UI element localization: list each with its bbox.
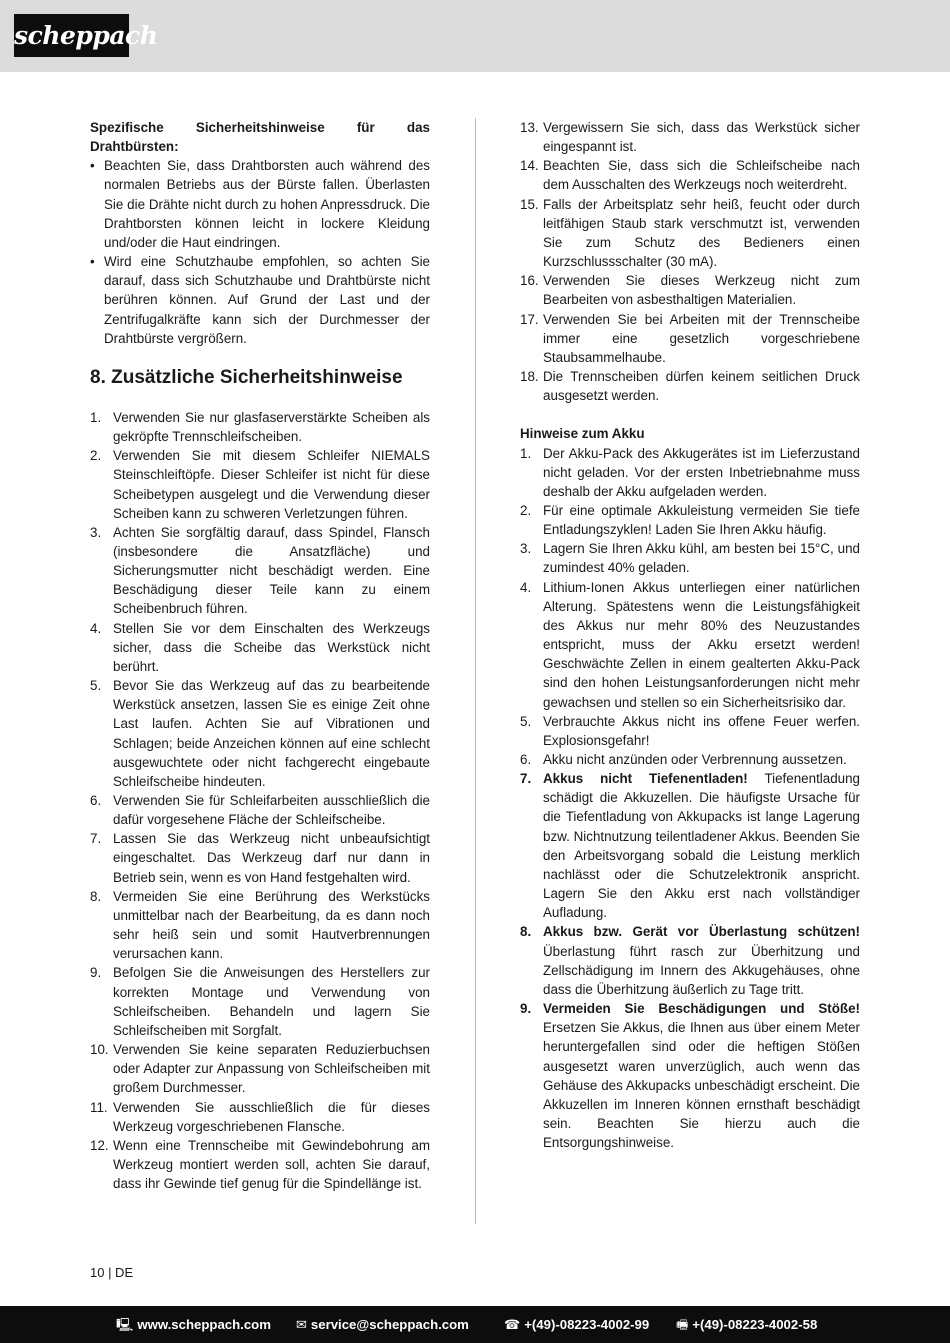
footer-phone[interactable] xyxy=(504,1306,649,1343)
list-item xyxy=(520,539,860,577)
item-text: Falls der Arbeitsplatz sehr heiß, feucht oder durch leitfähigen Staub stark verschmutzt ist, verwenden Sie zum Schutz des Bedieners einen Kurzschlussschalter (30 mA). xyxy=(543,196,860,270)
footer-web[interactable] xyxy=(116,1306,271,1343)
item-number: 7. xyxy=(520,771,532,787)
item-text: Vermeiden Sie eine Berührung des Werkstücks unmittelbar nach der Bearbeitung, da es dann noch sehr heiß sein und somit Hautverbrennungen verursachen kann. xyxy=(113,888,430,962)
phone-icon: ☎ xyxy=(504,1317,521,1332)
item-number: 4. xyxy=(520,579,532,595)
list-item xyxy=(520,922,860,999)
item-number: 2. xyxy=(520,502,532,518)
item-text: Vergewissern Sie sich, dass das Werkstück sicher eingespannt ist. xyxy=(543,120,860,155)
bullet-item xyxy=(90,252,430,348)
fax-icon: 🖷 xyxy=(676,1317,689,1332)
list-item xyxy=(520,501,860,539)
footer-email[interactable] xyxy=(296,1306,469,1343)
footer-fax-text: +(49)-08223-4002-58 xyxy=(692,1317,818,1332)
item-number: 5. xyxy=(520,713,532,729)
monitor-icon: 🖳 xyxy=(116,1317,134,1332)
item-text: Befolgen Sie die Anweisungen des Herstellers zur korrekten Montage und Verwendung von Schleifscheiben. Behandeln und lagern Sie Schleifscheiben mit Sorgfalt. xyxy=(113,965,430,1038)
list-item xyxy=(90,1098,430,1136)
list-item xyxy=(520,769,860,922)
wire-brush-heading: Spezifische Sicherheitshinweise für das Drahtbürsten: xyxy=(90,120,430,155)
column-divider xyxy=(475,118,476,1224)
item-text: Ersetzen Sie Akkus, die Ihnen aus über einem Meter heruntergefallen sind oder die heftigen Stößen ausgesetzt waren unverzüglich, auch wenn das Gehäuse des Akkupacks unbeschädigt erscheint. Die Akkuzellen im Inneren können ernsthaft beschädigt sein. Beachten Sie hierzu auch die Entsorgungshinweise. xyxy=(543,1020,860,1151)
item-text: Verbrauchte Akkus nicht ins offene Feuer werfen. Explosionsgefahr! xyxy=(543,713,860,748)
item-number: 17. xyxy=(520,311,539,327)
item-text: Verwenden Sie bei Arbeiten mit der Trennscheibe immer eine gesetzlich vorgeschriebene Staubsammelhaube. xyxy=(543,311,860,365)
list-item xyxy=(90,963,430,1040)
item-text: Lithium-Ionen Akkus unterliegen einer natürlichen Alterung. Spätestens wenn die Leistungsfähigkeit des Akkus nur mehr 80% des Neuzustandes entspricht, muss der Akku ersetzt werden! Geschwächte Zellen in einem gealterten Akku-Pack sind den hohen Leistungsanforderungen nicht mehr gewachsen und stellen so ein Sicherheitsrisiko dar. xyxy=(543,579,860,710)
list-item xyxy=(90,1136,430,1193)
item-text: Verwenden Sie nur glasfaserverstärkte Scheiben als gekröpfte Trennschleifscheiben. xyxy=(113,409,430,445)
item-text: Verwenden Sie dieses Werkzeug nicht zum Bearbeiten von asbesthaltigen Materialien. xyxy=(543,273,860,308)
item-number: 16. xyxy=(520,273,539,289)
item-number: 8. xyxy=(90,888,102,904)
right-column xyxy=(520,118,860,1152)
list-item xyxy=(90,446,430,523)
item-text: Die Trennscheiben dürfen keinem seitlichen Druck ausgesetzt werden. xyxy=(543,369,860,404)
list-item xyxy=(520,195,860,272)
item-number: 13. xyxy=(520,120,539,135)
item-text: Wenn eine Trennscheibe mit Gewindebohrung am Werkzeug montiert werden soll, achten Sie darauf, dass ihr Gewinde tief genug für die Spindellänge ist. xyxy=(113,1137,430,1192)
bullet-text: Wird eine Schutzhaube empfohlen, so achten Sie darauf, dass sich Schutzhaube und Drahtbürste nicht berühren können. Auf Grund der Last und der Zentrifugalkräfte kann sich der Durchmesser der Drahtbürste vergrößern. xyxy=(104,254,430,346)
list-item xyxy=(90,523,430,619)
item-lead: Akkus bzw. Gerät vor Überlastung schützen! xyxy=(543,924,860,940)
page-number: 10 | DE xyxy=(90,1265,134,1280)
item-number: 12. xyxy=(90,1137,109,1153)
list-item xyxy=(90,791,430,829)
left-column xyxy=(90,118,430,1193)
list-item xyxy=(520,310,860,367)
item-text: Für eine optimale Akkuleistung vermeiden Sie tiefe Entladungszyklen! Laden Sie Ihren Akku häufig. xyxy=(543,502,860,538)
footer-bar xyxy=(0,1306,950,1343)
item-text: Überlastung führt rasch zur Überhitzung und Zellschädigung im Innern des Akkugehäuses, ohne dass die Überhitzung äußerlich zu Tage tritt. xyxy=(543,943,860,997)
footer-fax xyxy=(676,1306,817,1343)
item-number: 9. xyxy=(90,965,102,981)
item-lead: Vermeiden Sie Beschädigungen und Stöße! xyxy=(543,1001,860,1017)
item-number: 6. xyxy=(520,752,532,767)
list-item xyxy=(520,578,860,712)
item-text: Stellen Sie vor dem Einschalten des Werkzeugs sicher, dass die Scheibe das Werkstück nicht berührt. xyxy=(113,620,430,674)
list-item xyxy=(90,1040,430,1097)
bullet-text: Beachten Sie, dass Drahtborsten auch während des normalen Betriebs aus der Bürste fallen. Überlasten Sie die Drähte nicht durch zu hohen Anpressdruck. Die Drahtborsten können leicht in lockere Kleidung und/oder die Haut eindringen. xyxy=(104,158,430,250)
item-number: 1. xyxy=(90,409,102,425)
list-item xyxy=(520,444,860,501)
bullet-mark: • xyxy=(90,254,95,270)
item-number: 3. xyxy=(520,541,532,557)
list-item xyxy=(520,999,860,1152)
item-number: 10. xyxy=(90,1042,109,1058)
item-text: Achten Sie sorgfältig darauf, dass Spindel, Flansch (insbesondere die Ansatzfläche) und Sicherungsmutter nicht beschädigt werden. Eine Beschädigung dieser Teile kann zu einem Scheibenbruch führen. xyxy=(113,524,430,617)
header-band xyxy=(0,0,950,72)
item-number: 9. xyxy=(520,1001,532,1017)
list-item xyxy=(520,712,860,750)
list-item xyxy=(90,676,430,791)
item-number: 14. xyxy=(520,158,539,174)
item-text: Verwenden Sie keine separaten Reduzierbuchsen oder Adapter zur Anpassung von Schleifscheiben mit großem Durchmesser. xyxy=(113,1042,430,1096)
item-text: Lassen Sie das Werkzeug nicht unbeaufsichtigt eingeschaltet. Das Werkzeug darf nur dann in Betrieb sein, wenn es von Hand festgehalten wird. xyxy=(113,831,430,885)
footer-web-text: www.scheppach.com xyxy=(137,1317,271,1332)
item-number: 2. xyxy=(90,448,102,464)
item-number: 5. xyxy=(90,678,102,694)
item-text: Der Akku-Pack des Akkugerätes ist im Lieferzustand nicht geladen. Vor der ersten Inbetriebnahme muss deshalb der Akku aufgeladen werden. xyxy=(543,445,860,499)
item-number: 8. xyxy=(520,924,532,940)
bullet-mark: • xyxy=(90,158,95,174)
item-number: 18. xyxy=(520,369,539,385)
spacer xyxy=(520,405,860,424)
item-text: Verwenden Sie ausschließlich die für dieses Werkzeug vorgeschriebenen Flansche. xyxy=(113,1099,430,1134)
item-text: Bevor Sie das Werkzeug auf das zu bearbeitende Werkstück ansetzen, lassen Sie es einige Zeit ohne Last laufen. Achten Sie auf Vibrationen und Schlagen; beide Anzeichen können auf eine schlecht ausgewuchtete oder nicht fachgerecht eingebaute Schleifscheibe hindeuten. xyxy=(113,678,430,789)
item-lead: Akkus nicht Tiefenentladen! xyxy=(543,771,748,787)
list-item xyxy=(90,619,430,676)
bullet-item xyxy=(90,156,430,252)
item-text: Tiefenentladung schädigt die Akkuzellen. Die häufigste Ursache für die Tiefentladung von Akkupacks ist lange Lagerung bzw. Nichtnutzung teilentladener Akkus. Beenden Sie den Arbeitsvorgang sobald die Leistung merklich nachlässt oder die Schutzelektronik anspricht. Lagern Sie den Akku erst nach vollständiger Aufladung. xyxy=(543,771,861,921)
item-number: 15. xyxy=(520,196,539,212)
scheppach-logo: scheppach xyxy=(14,14,129,57)
mail-icon: ✉ xyxy=(296,1317,307,1332)
item-number: 1. xyxy=(520,445,532,461)
list-item xyxy=(520,118,860,156)
list-item xyxy=(90,887,430,964)
akku-heading: Hinweise zum Akku xyxy=(520,426,645,442)
list-item xyxy=(90,408,430,446)
section-title: 8. Zusätzliche Sicherheitshinweise xyxy=(90,366,403,388)
list-item xyxy=(520,271,860,309)
list-item xyxy=(520,156,860,194)
item-text: Lagern Sie Ihren Akku kühl, am besten bei 15°C, und zumindest 40% geladen. xyxy=(543,541,860,576)
footer-email-text: service@scheppach.com xyxy=(310,1317,469,1332)
item-text: Beachten Sie, dass sich die Schleifscheibe nach dem Ausschalten des Werkzeugs noch weiterdreht. xyxy=(543,158,860,193)
footer-phone-text: +(49)-08223-4002-99 xyxy=(524,1317,650,1332)
list-item xyxy=(520,750,860,769)
list-item xyxy=(520,367,860,405)
item-number: 11. xyxy=(90,1099,108,1115)
list-item xyxy=(90,829,430,886)
item-text: Verwenden Sie für Schleifarbeiten ausschließlich die dafür vorgesehene Fläche der Schleifscheibe. xyxy=(113,793,430,828)
item-number: 4. xyxy=(90,620,102,636)
item-number: 3. xyxy=(90,524,102,540)
item-text: Akku nicht anzünden oder Verbrennung aussetzen. xyxy=(543,752,847,767)
item-number: 7. xyxy=(90,831,102,847)
item-text: Verwenden Sie mit diesem Schleifer NIEMALS Steinschleiftöpfe. Dieser Schleifer ist nicht für diese Scheibetypen ausgelegt und die Verwendung dieser Scheiben kann zu schweren Verletzungen führen. xyxy=(113,448,430,521)
item-number: 6. xyxy=(90,793,102,808)
